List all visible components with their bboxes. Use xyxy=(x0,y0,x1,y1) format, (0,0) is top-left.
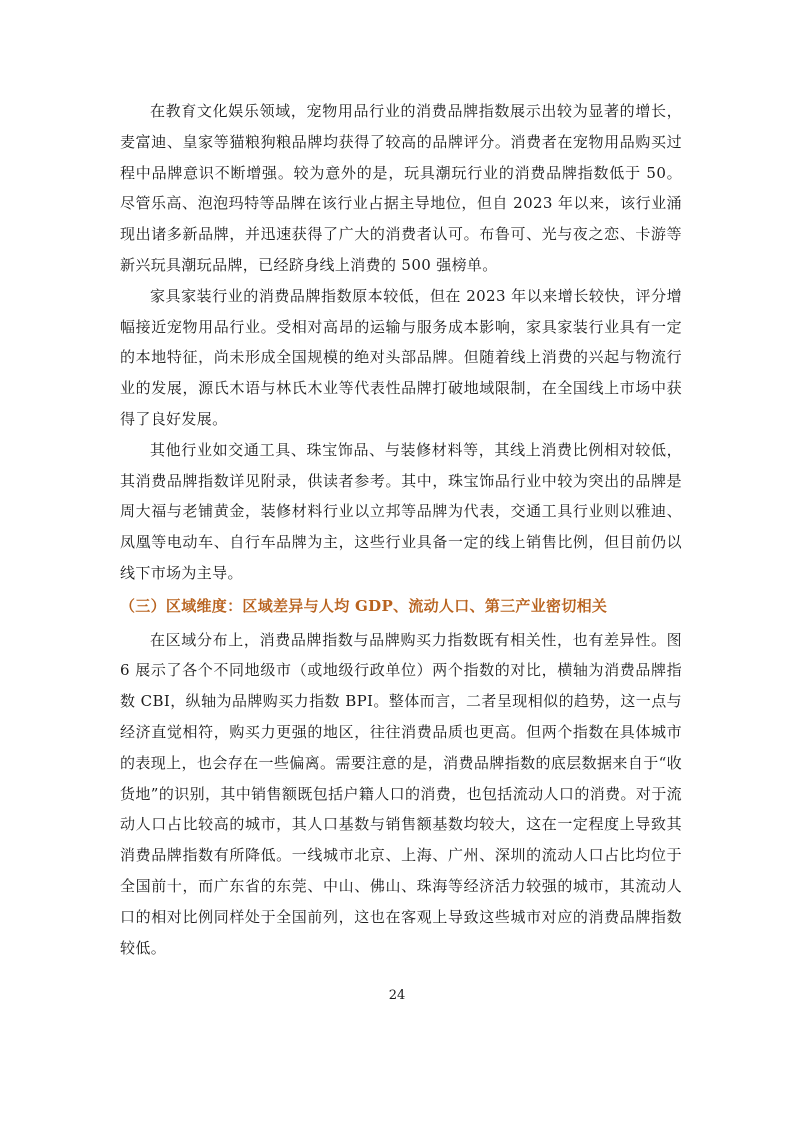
page-number: 24 xyxy=(388,988,406,1003)
paragraph-furniture: 家具家装行业的消费品牌指数原本较低，但在 2023 年以来增长较快，评分增幅接近宠物用品行业。受相对高昂的运输与服务成本影响，家具家装行业具有一定的本地特征，尚未形成全国规模的绝对头部品牌。但随着线上消费的兴起与物流行业的发展，源氏木语与林氏木业等代表性品牌打破地域限制，在全国线上市场中获得了良好发展。 xyxy=(120,286,682,428)
page-body xyxy=(120,96,682,963)
section-heading-regional: （三）区域维度：区域差异与人均 GDP、流动人口、第三产业密切相关 xyxy=(120,596,608,615)
paragraph-pet-and-toys: 在教育文化娱乐领域，宠物用品行业的消费品牌指数展示出较为显著的增长，麦富迪、皇家等猫粮狗粮品牌均获得了较高的品牌评分。消费者在宠物用品购买过程中品牌意识不断增强。较为意外的是，玩具潮玩行业的消费品牌指数低于 50。尽管乐高、泡泡玛特等品牌在该行业占据主导地位，但自 2023 年以来，该行业涌现出诸多新品牌，并迅速获得了广大的消费者认可。布鲁可、光与夜之恋、卡游等新兴玩具潮玩品牌，已经跻身线上消费的 500 强榜单。 xyxy=(120,102,682,274)
paragraph-regional-distribution: 在区域分布上，消费品牌指数与品牌购买力指数既有相关性，也有差异性。图 6 展示了各个不同地级市（或地级行政单位）两个指数的对比，横轴为消费品牌指数 CBI，纵轴为品牌购买力指数 BPI。整体而言，二者呈现相似的趋势，这一点与经济直觉相符，购买力更强的地区，往往消费品质也更高。但两个指数在具体城市的表现上，也会存在一些偏离。需要注意的是，消费品牌指数的底层数据来自于“收货地”的识别，其中销售额既包括户籍人口的消费，也包括流动人口的消费。对于流动人口占比较高的城市，其人口基数与销售额基数均较大，这在一定程度上导致其消费品牌指数有所降低。一线城市北京、上海、广州、深圳的流动人口占比均位于全国前十，而广东省的东莞、中山、佛山、珠海等经济活力较强的城市，其流动人口的相对比例同样处于全国前列，这也在客观上导致这些城市对应的消费品牌指数较低。 xyxy=(120,630,682,957)
paragraph-other-industries: 其他行业如交通工具、珠宝饰品、与装修材料等，其线上消费比例相对较低，其消费品牌指数详见附录，供读者参考。其中，珠宝饰品行业中较为突出的品牌是周大福与老铺黄金，装修材料行业以立邦等品牌为代表，交通工具行业则以雅迪、凤凰等电动车、自行车品牌为主，这些行业具备一定的线上销售比例，但目前仍以线下市场为主导。 xyxy=(120,440,682,582)
